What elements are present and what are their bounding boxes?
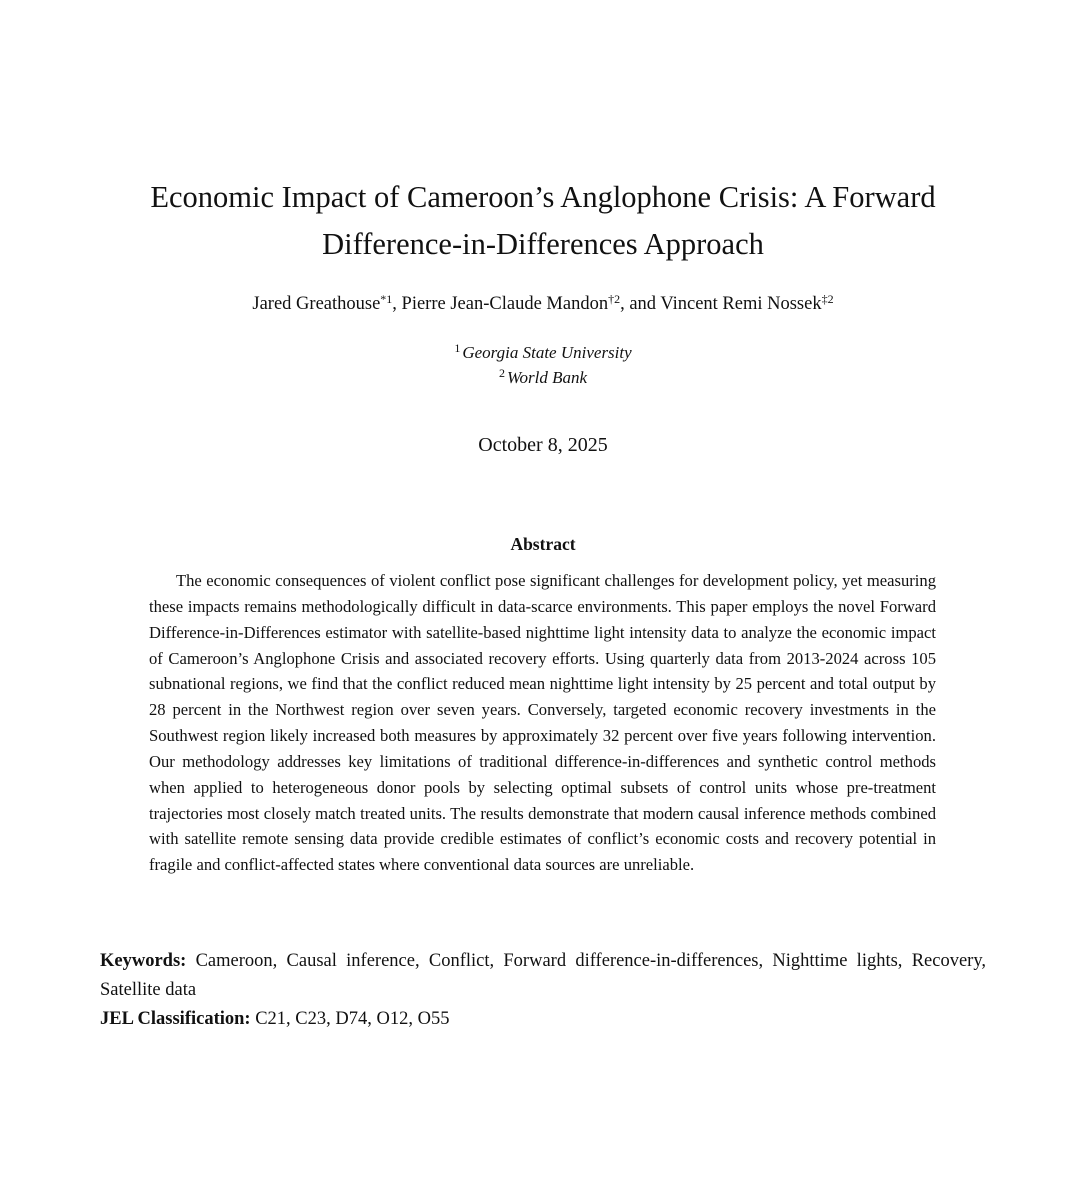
keywords-label: Keywords: xyxy=(100,951,187,971)
paper-metadata xyxy=(100,947,986,1034)
affiliation-item xyxy=(100,365,986,390)
author-affiliation-mark: ‡2 xyxy=(821,292,834,306)
paper-title xyxy=(100,174,986,268)
title-line-2: Difference-in-Differences Approach xyxy=(322,227,764,261)
author-separator: , and xyxy=(620,294,661,314)
jel-label: JEL Classification: xyxy=(100,1009,251,1029)
author-affiliation-mark: *1 xyxy=(380,292,393,306)
affiliation-name: Georgia State University xyxy=(462,343,632,362)
abstract-heading: Abstract xyxy=(510,534,576,554)
affiliation-number: 2 xyxy=(498,366,505,380)
keywords-value: Cameroon, Causal inference, Conflict, Forward difference-in-differences, Nighttime lights, Recovery, Satellite data xyxy=(100,951,986,1000)
author-list xyxy=(100,290,986,318)
affiliation-item xyxy=(100,340,986,365)
author-separator: , xyxy=(392,294,402,314)
author-affiliation-mark: †2 xyxy=(608,292,621,306)
publication-date: October 8, 2025 xyxy=(478,434,608,456)
jel-value: C21, C23, D74, O12, O55 xyxy=(255,1009,450,1029)
author-name: Vincent Remi Nossek xyxy=(660,294,822,314)
affiliation-name: World Bank xyxy=(506,368,588,387)
abstract-text: The economic consequences of violent conflict pose significant challenges for development policy, yet measuring these impacts remains methodologically difficult in data-scarce environments. This paper employs the novel Forward Difference-in-Differences estimator with satellite-based nighttime light intensity data to analyze the economic impact of Cameroon’s Anglophone Crisis and associated recovery efforts. Using quarterly data from 2013-2024 across 105 subnational regions, we find that the conflict reduced mean nighttime light intensity by 25 percent and total output by 28 percent in the Northwest region over seven years. Conversely, targeted economic recovery investments in the Southwest region likely increased both measures by approximately 32 percent over five years following intervention. Our methodology addresses key limitations of traditional difference-in-differences and synthetic control methods when applied to heterogeneous donor pools by selecting optimal subsets of control units whose pre-treatment trajectories most closely match treated units. The results demonstrate that modern causal inference methods combined with satellite remote sensing data provide credible estimates of conflict’s economic costs and recovery potential in fragile and conflict-affected states where conventional data sources are unreliable. xyxy=(149,571,936,875)
keywords-line xyxy=(100,947,986,1005)
title-line-1: Economic Impact of Cameroon’s Anglophone Crisis: A Forward xyxy=(150,180,936,214)
author-name: Jared Greathouse xyxy=(252,294,381,314)
author-name: Pierre Jean-Claude Mandon xyxy=(401,294,609,314)
affiliation-number: 1 xyxy=(454,341,461,355)
jel-line xyxy=(100,1005,986,1034)
affiliation-list xyxy=(100,340,986,390)
